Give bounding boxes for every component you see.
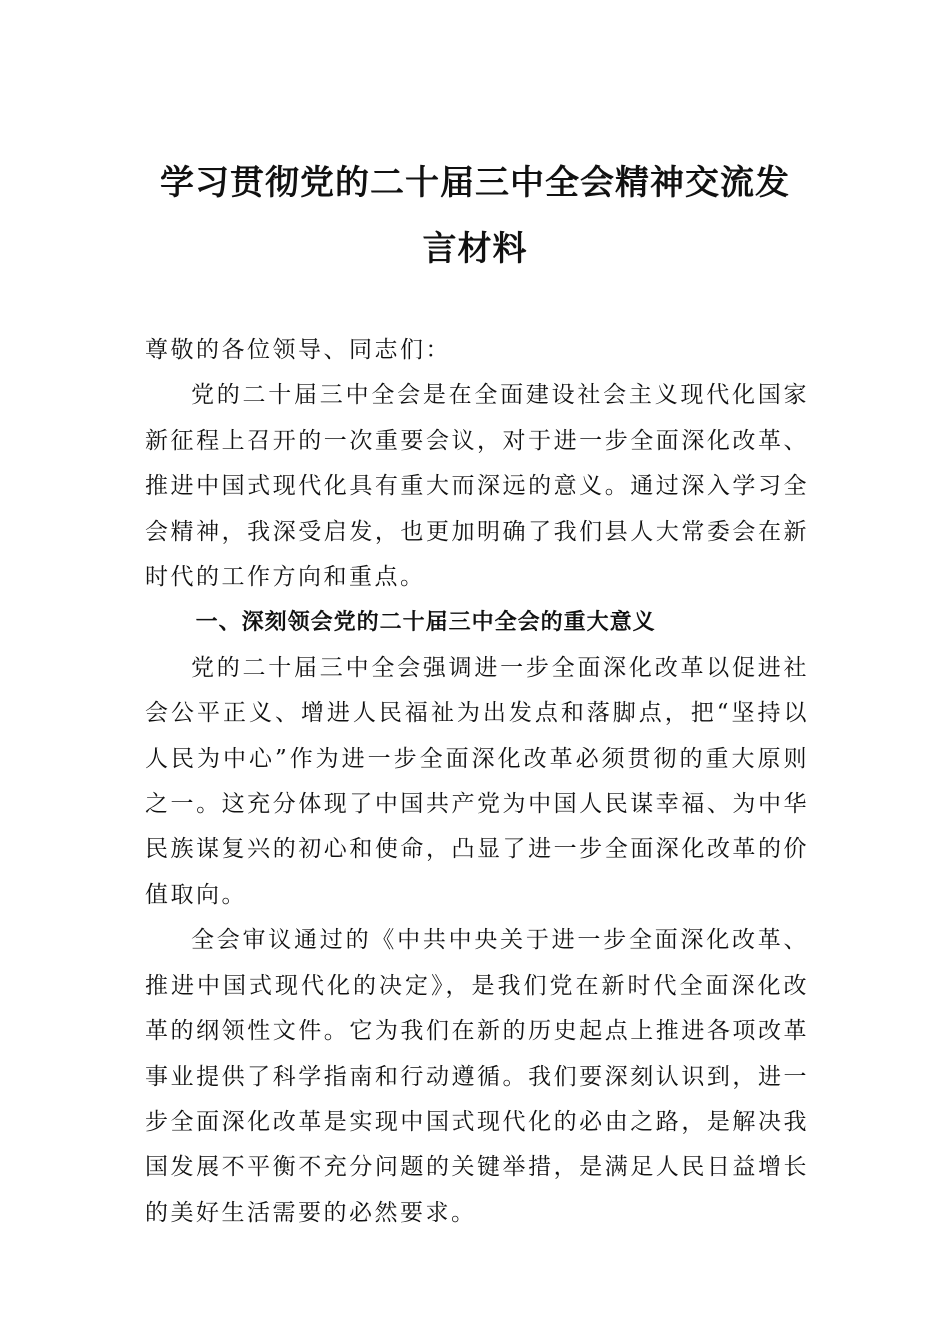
paragraph-intro: 党的二十届三中全会是在全面建设社会主义现代化国家新征程上召开的一次重要会议，对于进一步全面深化改革、推进中国式现代化具有重大而深远的意义。通过深入学习全会精神，我深受启发，也更加明确了我们县人大常委会在新时代的工作方向和重点。: [145, 382, 809, 591]
section-heading-1: 一、深刻领会党的二十届三中全会的重大意义: [195, 610, 656, 636]
document-title: [145, 150, 805, 282]
salutation: 尊敬的各位领导、同志们：: [145, 337, 451, 363]
paragraph-decision: 全会审议通过的《中共中央关于进一步全面深化改革、推进中国式现代化的决定》，是我们党在新时代全面深化改革的纲领性文件。它为我们在新的历史起点上推进各项改革事业提供了科学指南和行动遵循。我们要深刻认识到，进一步全面深化改革是实现中国式现代化的必由之路，是解决我国发展不平衡不充分问题的关键举措，是满足人民日益增长的美好生活需要的必然要求。: [145, 927, 809, 1226]
title-line-1: 学习贯彻党的二十届三中全会精神交流发: [160, 163, 790, 203]
title-line-2: 言材料: [422, 229, 528, 269]
document-body: [145, 328, 809, 1236]
paragraph-significance: 党的二十届三中全会强调进一步全面深化改革以促进社会公平正义、增进人民福祉为出发点和落脚点，把“坚持以人民为中心”作为进一步全面深化改革必须贯彻的重大原则之一。这充分体现了中国共产党为中国人民谋幸福、为中华民族谋复兴的初心和使命，凸显了进一步全面深化改革的价值取向。: [145, 654, 809, 908]
